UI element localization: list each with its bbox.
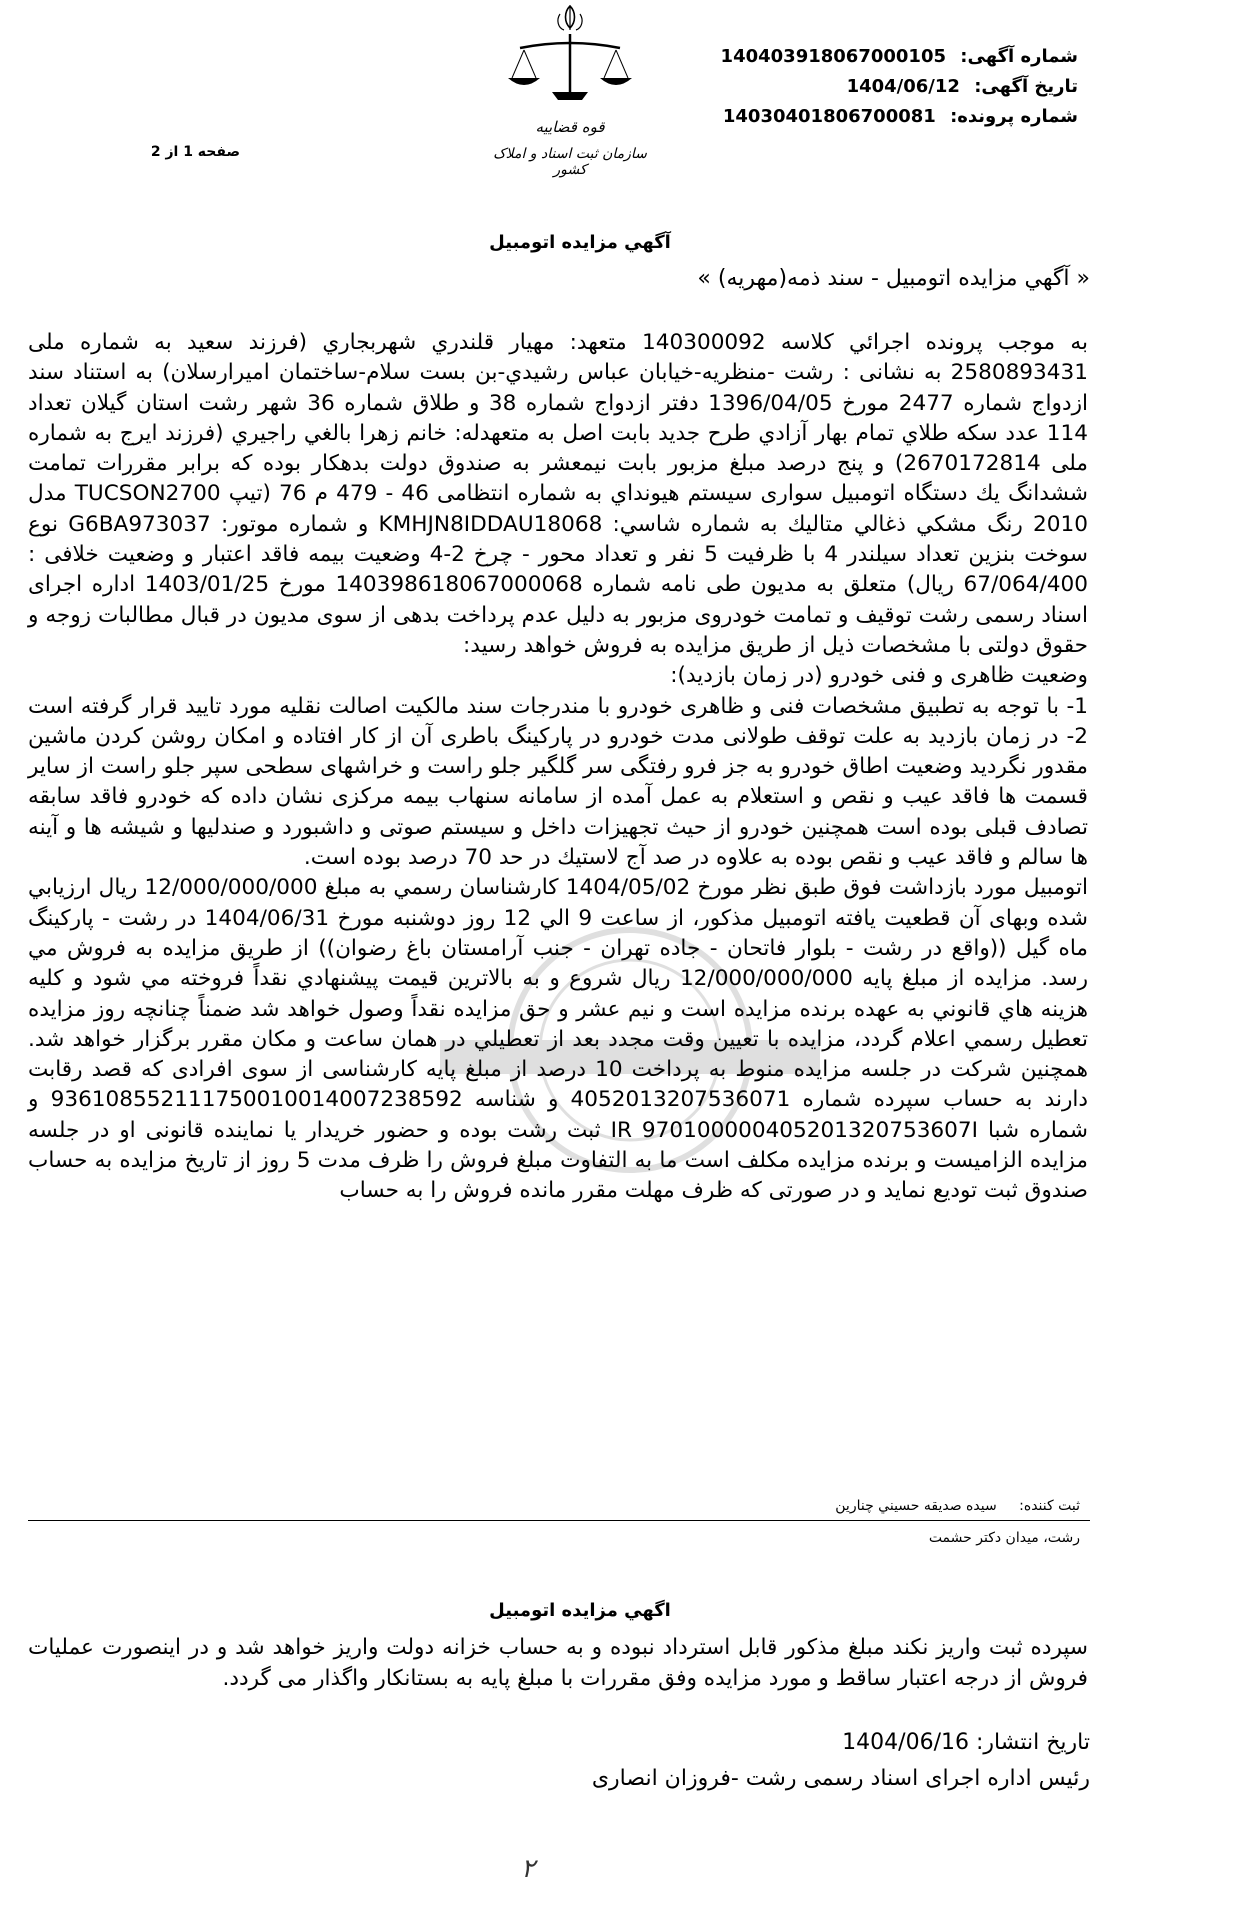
notice-title: آگهي مزايده اتومبيل [489,232,671,253]
footer-address: رشت، ميدان دكتر حشمت [928,1530,1080,1546]
body-paragraph-condition-heading: وضعيت ظاهرى و فنى خودرو (در زمان بازديد): [670,663,1088,689]
notice-date-row [600,72,1078,102]
registrar-label: ثبت كننده: [1019,1498,1080,1514]
body-paragraph-auction-terms: اتومبيل مورد بازداشت فوق طبق نظر مورخ 1404/05/02 كارشناسان رسمي به مبلغ 12/000/000/000 ريال ارزيابي شده وبهاى آن قطعيت يافته اتومبيل مذكور، از ساعت 9 الي 12 روز دوشنبه مورخ 1404/06/31 در رشت - پاركينگ ماه گيل ((واقع در رشت - بلوار فاتحان - جاده تهران - جنب آرامستان باغ رضوان)) از طريق مزايده به فروش مي رسد. مزايده از مبلغ پايه 12/000/000/000 ريال شروع و به بالاترين قيمت پيشنهادي نقداً فروخته مي شود و كليه هزينه هاي قانوني به عهده برنده مزايده است و نيم عشر و حق مزايده نقداً وصول خواهد شد ضمناً چنانچه روز مزايده تعطيل رسمي اعلام گردد، مزايده با تعيين وقت مجدد بعد از تعطيلي در همان ساعت و مكان مقرر برگزار خواهد شد. همچنين شركت در جلسه مزايده منوط به پرداخت 10 درصد از مبلغ پايه كارشناسى از سوى افرادى كه قصد رقابت دارند به حساب سپرده شماره 4052013207536071 و شناسه 936108552111750010014007238592 و شماره شبا IR 970100000405201320753607I ثبت رشت بوده و حضور خريدار يا نماينده قانونى او در جلسه مزايده الزاميست و برنده مزايده مكلف است ما به التفاوت مبلغ فروش را ظرف مدت 5 روز از تاريخ مزايده به حساب صندوق ثبت توديع نمايد و در صورتى كه ظرف مهلت مقرر مانده فروش را به حساب [28,875,1088,1204]
second-section-paragraph: سپرده ثبت واريز نكند مبلغ مذكور قابل استرداد نبوده و به حساب خزانه دولت واريز خواهد شد و در اينصورت عمليات فروش از درجه اعتبار ساقط و مورد مزايده وفق مقررات با مبلغ پايه به بستانكار واگذار مى گردد. [28,1635,1088,1691]
notice-subtitle: « آگهي مزايده اتومبيل - سند ذمه(مهريه) » [697,266,1090,291]
publication-date-value: 1404/06/16 [842,1730,969,1755]
body-paragraph-intro: به موجب پرونده اجرائي كلاسه 140300092 متعهد: مهيار قلندري شهربجاري (فرزند سعيد به شماره ملى 2580893431 به نشانى : رشت -منظريه-خيابان عباس رشيدي-بن بست سلام-ساختمان اميرارسلان) به استناد سند ازدواج شماره 2477 مورخ 1396/04/05 دفتر ازدواج شماره 38 و طلاق شماره 36 شهر رشت استان گيلان تعداد 114 عدد سكه طلاي تمام بهار آزادي طرح جديد بابت اصل به متعهدله: خانم زهرا بالغي راجيري (فرزند ايرج به شماره ملى 2670172814) و پنج درصد مبلغ مزبور بابت نيمعشر به صندوق دولت بدهكار بوده كه برابر مقررات تمامت ششدانگ يك دستگاه اتومبيل سوارى سيستم هيونداي به شماره انتظامى 46 - 479 م 76 (تيپ TUCSON2700 مدل 2010 رنگ مشكي ذغالي متاليك به شماره شاسي: KMHJN8IDDAU18068 و شماره موتور: G6BA973037 نوع سوخت بنزين تعداد سيلندر 4 با ظرفيت 5 نفر و تعداد محور - چرخ 2-4 وضعيت بيمه فاقد اعتبار و وضعيت خلافى : 67/064/400 ريال) متعلق به مديون طى نامه شماره 140398618067000068 مورخ 1403/01/25 اداره اجراى اسناد رسمى رشت توقيف و تمامت خودروى مزبور به دليل عدم پرداخت بدهى از سوى مديون در قبال مطالبات زوجه و حقوق دولتى با مشخصات ذيل از طريق مزايده به فروش خواهد رسيد: [28,330,1089,658]
case-number-label: شماره پرونده: [950,106,1078,127]
notice-number-label: شماره آگهی: [960,46,1078,67]
signer-line: رئيس اداره اجراى اسناد رسمى رشت -فروزان انصارى [591,1766,1090,1791]
publication-date-label: تاريخ انتشار: [975,1730,1090,1755]
case-number-value: 14030401806700081 [722,106,936,127]
notice-date-value: 1404/06/12 [846,76,960,97]
notice-number-row [600,42,1078,72]
notice-number-value: 140403918067000105 [720,46,946,67]
footer-divider [28,1520,1090,1521]
case-number-row [600,102,1078,132]
registrar-name: سيده صديقه حسيني چنارين [835,1498,997,1514]
logo-caption-judiciary: قوه قضاییه [535,118,605,136]
notice-body [28,328,1088,1207]
logo-caption-organization: سازمان ثبت اسناد و املاک کشور [493,146,647,178]
notice-date-label: تاریخ آگهی: [974,76,1078,97]
notice-header-meta [600,42,1078,132]
second-section-title: اگهي مزايده اتومبيل [489,1600,671,1621]
page-number: صفحه 1 از 2 [150,144,240,160]
publication-date-row [400,1726,1090,1760]
second-section-body [28,1632,1088,1694]
page-mark: ٢ [521,1854,535,1884]
registrar-row [640,1496,1080,1516]
body-paragraph-condition: 1- با توجه به تطبيق مشخصات فنى و ظاهرى خودرو با مندرجات سند مالكيت اصالت نقليه مورد تاييد قرار گرفته است 2- در زمان بازديد به علت توقف طولانى مدت خودرو در پاركينگ باطرى آن از كار افتاده و امكان روشن كردن ماشين مقدور نگرديد وضعيت اطاق خودرو به جز فرو رفتگى سر گلگير جلو راست و خراشهاى سطحى سپر جلو راست از ساير قسمت ها فاقد عيب و نقص و استعلام به عمل آمده از سامانه سنهاب بيمه مركزى نشان داده كه خودرو فاقد سابقه تصادف قبلى بوده است همچنين خودرو از حيث تجهيزات داخل و سيستم صوتى و داشبورد و صندليها و شيشه ها و آينه ها سالم و فاقد عيب و نقص بوده به علاوه در صد آج لاستيك در حد 70 درصد بوده است. [28,693,1088,871]
